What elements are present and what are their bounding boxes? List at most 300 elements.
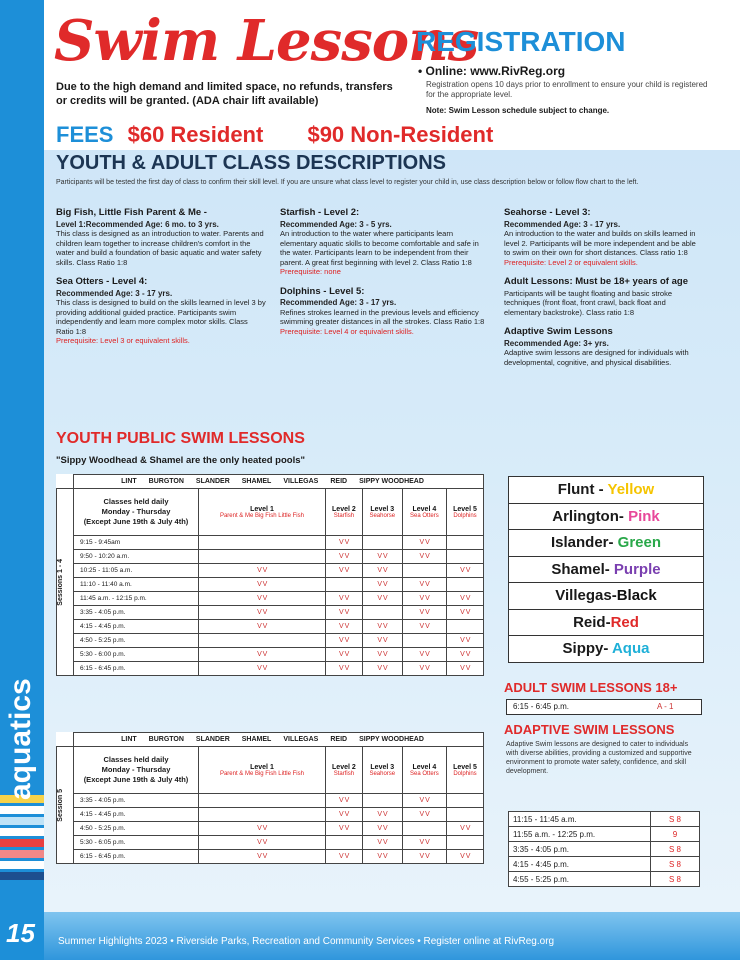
schedule-cell (402, 550, 446, 564)
session-label-text: Session 5 (57, 788, 64, 822)
availability-mark: V V (377, 811, 388, 818)
availability-mark: V V (339, 665, 349, 672)
availability-mark: V V (377, 623, 388, 630)
schedule-cell (325, 606, 362, 620)
time-slot: 9:50 - 10:20 a.m. (74, 550, 199, 564)
pool-name: SHAMEL (241, 478, 272, 485)
legend-pool: Reid- (573, 613, 611, 631)
schedule-cell (325, 794, 362, 808)
heated-pools-note: "Sippy Woodhead & Shamel are the only heated pools" (56, 455, 306, 466)
legend-color: Purple (613, 560, 661, 578)
availability-mark: V V (419, 811, 430, 818)
schedule-cell (325, 662, 362, 676)
level-sub: Parent & Me Big Fish Little Fish (219, 770, 304, 777)
legend-item (509, 636, 703, 662)
level-sub: Seahorse (369, 512, 396, 519)
class-prerequisite: Prerequisite: Level 3 or equivalent skills. (56, 336, 190, 345)
availability-mark: V V (419, 623, 430, 630)
schedule-cell (199, 662, 326, 676)
schedule-cell (447, 606, 484, 620)
description-column-2 (280, 208, 490, 346)
legend-color: Yellow (607, 481, 655, 498)
legend-color: Pink (628, 507, 660, 525)
level-header (447, 747, 484, 794)
schedule-cell (402, 564, 446, 578)
schedule-cell (325, 592, 362, 606)
adaptive-mark: S 8 (651, 842, 700, 857)
schedule-row (57, 606, 484, 620)
availability-mark: V V (419, 797, 430, 804)
availability-mark: V V (377, 553, 388, 560)
schedule-cell (402, 578, 446, 592)
pool-name: VILLEGAS (283, 478, 319, 485)
schedule-cell (447, 620, 484, 634)
time-slot: 9:15 - 9:45am (74, 536, 199, 550)
adult-lessons-time: 6:15 - 6:45 p.m. (513, 702, 570, 711)
level-name: Level 1 (250, 505, 274, 513)
schedule-row (57, 620, 484, 634)
level-header (402, 489, 446, 536)
availability-mark: V V (377, 665, 388, 672)
availability-mark: V V (257, 665, 267, 672)
legend-item (509, 583, 703, 610)
schedule-cell (325, 550, 362, 564)
pool-name: SLANDER (195, 736, 230, 743)
schedule-cell (402, 606, 446, 620)
pool-names-row (74, 475, 484, 489)
page-title: Swim Lessons (54, 8, 479, 74)
schedule-cell (447, 536, 484, 550)
time-slot: 11:10 - 11:40 a.m. (74, 578, 199, 592)
availability-mark: V V (419, 595, 430, 602)
adaptive-mark: S 8 (651, 857, 700, 872)
descriptions-intro: Participants will be tested the first day of class to confirm their skill level. If you are unsure what class level to register your child in, use class description below or follow flow chart to the left. (56, 179, 639, 186)
availability-mark: V V (460, 853, 470, 860)
adaptive-heading: ADAPTIVE SWIM LESSONS (504, 722, 675, 737)
schedule-cell (199, 836, 326, 850)
adaptive-time: 4:55 - 5:25 p.m. (509, 872, 651, 887)
schedule-cell (199, 822, 326, 836)
level-sub: Starfish (333, 770, 355, 777)
level-name: Level 5 (453, 763, 477, 771)
schedule-cell (362, 662, 402, 676)
descriptions-heading: YOUTH & ADULT CLASS DESCRIPTIONS (56, 152, 447, 174)
schedule-row (57, 836, 484, 850)
pool-name: BURGTON (148, 736, 184, 743)
availability-mark: V V (377, 651, 388, 658)
class-text: Refines strokes learned in the previous levels and efficiency swimming greater distances in all the strokes. Class Ratio 1:8 (280, 307, 485, 326)
schedule-row (57, 822, 484, 836)
session-label (57, 489, 74, 676)
level-sub: Dolphins (453, 512, 477, 519)
availability-mark: V V (257, 839, 267, 846)
class-name: Adaptive Swim Lessons (504, 326, 613, 337)
availability-mark: V V (460, 567, 470, 574)
schedule-cell (325, 564, 362, 578)
pool-name: LINT (121, 478, 137, 485)
legend-pool: Villegas- (555, 587, 617, 604)
refund-notice: Due to the high demand and limited space, no refunds, transfers or credits will be granted. (ADA chair lift available) (56, 81, 393, 107)
legend-item (509, 477, 703, 504)
adaptive-time: 11:15 - 11:45 a.m. (509, 812, 651, 827)
schedule-cell (199, 808, 326, 822)
level-sub: Parent & Me Big Fish Little Fish (219, 512, 304, 519)
schedule-cell (447, 648, 484, 662)
pool-name: REID (330, 736, 348, 743)
fee-nonresident: $90 Non-Resident (307, 122, 494, 147)
time-slot: 4:50 - 5:25 p.m. (74, 634, 199, 648)
pool-name: REID (330, 478, 348, 485)
schedule-cell (447, 794, 484, 808)
adaptive-row (509, 812, 700, 827)
time-slot: 4:15 - 4:45 p.m. (74, 620, 199, 634)
availability-mark: V V (419, 539, 430, 546)
level-sub: Sea Otters (410, 770, 439, 777)
schedule-cell (362, 550, 402, 564)
class-level: Level 1: (56, 219, 86, 229)
availability-mark: V V (377, 853, 388, 860)
schedule-cell (447, 836, 484, 850)
time-slot: 5:30 - 6:00 p.m. (74, 648, 199, 662)
level-header (447, 489, 484, 536)
adaptive-row (509, 857, 700, 872)
class-description (56, 220, 266, 268)
schedule-cell (447, 662, 484, 676)
registration-online-link[interactable]: • Online: www.RivReg.org (418, 64, 566, 78)
availability-mark: V V (419, 609, 430, 616)
schedule-cell (325, 536, 362, 550)
schedule-row (57, 794, 484, 808)
availability-mark: V V (339, 595, 349, 602)
schedule-cell (447, 808, 484, 822)
schedule-cell (447, 592, 484, 606)
class-text: An introduction to the water and builds on skills learned in level 2. Participants will be more independent and be able to swim on their own for short distances. Class ratio 1:8 (504, 229, 696, 257)
pool-names-row (74, 733, 484, 747)
schedule-cell (362, 592, 402, 606)
availability-mark: V V (257, 581, 267, 588)
availability-mark: V V (339, 567, 349, 574)
schedule-cell (362, 536, 402, 550)
schedule-cell (402, 850, 446, 864)
availability-mark: V V (339, 811, 349, 818)
level-name: Level 4 (412, 505, 437, 513)
level-name: Level 3 (370, 505, 395, 513)
level-header (325, 747, 362, 794)
schedule-cell (325, 808, 362, 822)
class-name: Adult Lessons: Must be 18+ years of age (504, 276, 688, 287)
level-name: Level 5 (453, 505, 477, 513)
class-description (56, 289, 266, 346)
legend-pool: Sippy- (562, 640, 612, 657)
registration-schedule-note: Note: Swim Lesson schedule subject to change. (426, 106, 610, 115)
schedule-cell (402, 634, 446, 648)
schedule-cell (402, 794, 446, 808)
class-name: Sea Otters - Level 4: (56, 276, 148, 287)
schedule-cell (362, 620, 402, 634)
fees-row (56, 122, 493, 148)
legend-item (509, 504, 703, 531)
decorative-stripes (0, 795, 44, 883)
schedule-cell (402, 648, 446, 662)
class-prerequisite: Prerequisite: Level 4 or equivalent skills. (280, 326, 414, 336)
level-name: Level 3 (370, 763, 395, 771)
schedule-cell (325, 836, 362, 850)
fee-resident: $60 Resident (127, 122, 264, 147)
availability-mark: V V (257, 651, 267, 658)
level-header (362, 747, 402, 794)
time-slot: 4:50 - 5:25 p.m. (74, 822, 199, 836)
schedule-cell (402, 662, 446, 676)
adaptive-time: 4:15 - 4:45 p.m. (509, 857, 651, 872)
schedule-cell (325, 850, 362, 864)
schedule-cell (325, 578, 362, 592)
class-description (280, 220, 490, 277)
legend-color: Red (610, 613, 639, 631)
adaptive-time: 11:55 a.m. - 12:25 p.m. (509, 827, 651, 842)
schedule-row (57, 662, 484, 676)
schedule-cell (402, 620, 446, 634)
schedule-row (57, 564, 484, 578)
schedule-row (57, 648, 484, 662)
class-text: Participants will be taught floating and basic stroke techniques (front float, front crawl, back float and elementary backstroke). Class ratio 1:8 (504, 288, 673, 317)
class-age: Recommended Age: 3 - 17 yrs. (504, 219, 621, 229)
availability-mark: V V (257, 853, 267, 860)
schedule-cell (199, 648, 326, 662)
availability-mark: V V (339, 609, 349, 616)
schedule-cell (199, 592, 326, 606)
class-age: Recommended Age: 3 - 5 yrs. (280, 219, 392, 229)
availability-mark: V V (377, 567, 388, 574)
availability-mark: V V (339, 825, 349, 832)
availability-mark: V V (419, 581, 430, 588)
adaptive-schedule-table (508, 811, 700, 887)
section-side-label: aquatics (4, 678, 37, 800)
legend-pool: Arlington- (552, 507, 629, 525)
schedule-cell (199, 620, 326, 634)
pool-name: SIPPY WOODHEAD (359, 736, 424, 743)
class-age: Recommended Age: 6 mo. to 3 yrs. (85, 219, 219, 229)
class-name: Starfish - Level 2: (280, 207, 360, 218)
availability-mark: V V (460, 595, 470, 602)
schedule-cell (362, 850, 402, 864)
availability-mark: V V (339, 553, 349, 560)
fees-label: FEES (56, 122, 114, 147)
schedule-row (57, 578, 484, 592)
schedule-cell (362, 578, 402, 592)
time-slot: 3:35 - 4:05 p.m. (74, 606, 199, 620)
pool-name: LINT (121, 736, 137, 743)
schedule-cell (362, 822, 402, 836)
level-sub: Sea Otters (410, 512, 439, 519)
adaptive-row (509, 872, 700, 887)
schedule-cell (325, 620, 362, 634)
availability-mark: V V (419, 839, 430, 846)
availability-mark: V V (419, 651, 430, 658)
time-slot: 5:30 - 6:05 p.m. (74, 836, 199, 850)
class-text: Adaptive swim lessons are designed for individuals with developmental, cognitive, and physical disabilities. (504, 348, 689, 367)
registration-heading: REGISTRATION (416, 26, 626, 57)
youth-public-heading: YOUTH PUBLIC SWIM LESSONS (56, 430, 305, 447)
adaptive-row (509, 842, 700, 857)
level-sub: Starfish (333, 512, 355, 519)
schedule-cell (447, 850, 484, 864)
pool-name: VILLEGAS (283, 736, 319, 743)
schedule-cell (199, 794, 326, 808)
adaptive-mark: S 8 (651, 812, 700, 827)
availability-mark: V V (460, 665, 470, 672)
legend-pool: Islander- (550, 534, 618, 551)
schedule-cell (199, 536, 326, 550)
schedule-cell (447, 578, 484, 592)
availability-mark: V V (257, 567, 267, 574)
class-description (504, 339, 704, 368)
description-column-1 (56, 208, 266, 356)
level-name: Level 2 (332, 763, 356, 771)
adaptive-text: Adaptive Swim lessons are designed to cater to individuals with diverse abilities, providing a customized and supportive environment to promote water safety, confidence, and skill development. (506, 741, 692, 775)
pool-name: SHAMEL (241, 736, 272, 743)
schedule-cell (199, 578, 326, 592)
schedule-table-sessions-1-4 (56, 474, 484, 676)
availability-mark: V V (377, 637, 388, 644)
footer-wave (44, 912, 740, 960)
class-name: Seahorse - Level 3: (504, 207, 591, 218)
legend-color: Black (616, 587, 657, 604)
schedule-cell (447, 550, 484, 564)
schedule-row (57, 592, 484, 606)
schedule-cell (447, 822, 484, 836)
schedule-row (57, 850, 484, 864)
schedule-cell (362, 564, 402, 578)
schedule-cell (362, 836, 402, 850)
pool-name: SIPPY WOODHEAD (359, 478, 424, 485)
classes-header: Classes held daily Monday - Thursday (Except June 19th & July 4th) (74, 747, 199, 794)
schedule-row (57, 808, 484, 822)
level-sub: Dolphins (453, 770, 477, 777)
adaptive-mark: S 8 (651, 872, 700, 887)
schedule-cell (362, 648, 402, 662)
schedule-cell (325, 634, 362, 648)
classes-header: Classes held daily Monday - Thursday (Except June 19th & July 4th) (74, 489, 199, 536)
schedule-cell (199, 634, 326, 648)
time-slot: 6:15 - 6:45 p.m. (74, 850, 199, 864)
pool-color-legend (508, 476, 704, 663)
registration-note: Registration opens 10 days prior to enrollment to ensure your child is registered for the appropriate level. (426, 80, 708, 99)
availability-mark: V V (257, 609, 267, 616)
legend-color: Green (617, 534, 662, 551)
availability-mark: V V (460, 637, 470, 644)
availability-mark: V V (339, 797, 349, 804)
adaptive-mark: 9 (651, 827, 700, 842)
schedule-cell (362, 606, 402, 620)
class-age: Recommended Age: 3 - 17 yrs. (56, 288, 173, 298)
adult-lessons-mark: A - 1 (657, 702, 674, 711)
class-text: An introduction to the water where participants learn elementary aquatic skills to become comfortable and safe in the water. Participants learn to be independent from their parent. A great first beginning with level 2. Class Ratio 1:8 (280, 229, 479, 267)
adaptive-row (509, 827, 700, 842)
level-header (199, 747, 326, 794)
adaptive-time: 3:35 - 4:05 p.m. (509, 842, 651, 857)
class-age: Recommended Age: 3 - 17 yrs. (280, 298, 397, 307)
level-header (199, 489, 326, 536)
session-label-text: Sessions 1 - 4 (57, 558, 64, 606)
availability-mark: V V (339, 623, 349, 630)
time-slot: 4:15 - 4:45 p.m. (74, 808, 199, 822)
availability-mark: V V (339, 651, 349, 658)
availability-mark: V V (257, 825, 267, 832)
availability-mark: V V (419, 665, 430, 672)
level-header (402, 747, 446, 794)
schedule-cell (402, 822, 446, 836)
level-name: Level 1 (250, 763, 274, 771)
schedule-cell (402, 592, 446, 606)
class-name: Big Fish, Little Fish Parent & Me - (56, 207, 207, 218)
schedule-row (57, 536, 484, 550)
adult-lessons-heading: ADULT SWIM LESSONS 18+ (504, 680, 678, 695)
availability-mark: V V (377, 839, 388, 846)
class-description (504, 220, 704, 268)
level-name: Level 2 (332, 505, 356, 513)
adult-lessons-schedule (506, 699, 702, 715)
schedule-cell (199, 850, 326, 864)
pool-name: SLANDER (195, 478, 230, 485)
time-slot: 10:25 - 11:05 a.m. (74, 564, 199, 578)
availability-mark: V V (377, 825, 388, 832)
legend-item (509, 530, 703, 557)
availability-mark: V V (339, 853, 349, 860)
time-slot: 6:15 - 6:45 p.m. (74, 662, 199, 676)
legend-item (509, 610, 703, 637)
schedule-cell (362, 794, 402, 808)
schedule-cell (199, 606, 326, 620)
schedule-cell (362, 634, 402, 648)
schedule-cell (199, 550, 326, 564)
level-sub: Seahorse (369, 770, 396, 777)
availability-mark: V V (419, 553, 430, 560)
availability-mark: V V (460, 825, 470, 832)
schedule-cell (447, 564, 484, 578)
schedule-cell (402, 536, 446, 550)
schedule-cell (447, 634, 484, 648)
legend-pool: Shamel- (551, 560, 614, 578)
class-prerequisite: Prerequisite: Level 2 or equivalent skills. (504, 257, 638, 267)
level-header (325, 489, 362, 536)
schedule-cell (362, 808, 402, 822)
schedule-table-session-5 (56, 732, 484, 864)
description-column-3 (504, 208, 704, 377)
schedule-row (57, 634, 484, 648)
availability-mark: V V (339, 539, 349, 546)
legend-pool: Flunt - (557, 481, 608, 498)
class-text: This class is designed to build on the skills learned in level 3 by providing additional guided practice. Participants swim independently and learn more complex motor skills. Class Ratio 1:8 (56, 298, 266, 336)
schedule-cell (325, 822, 362, 836)
class-description (504, 289, 704, 318)
class-prerequisite: Prerequisite: none (280, 267, 341, 276)
schedule-row (57, 550, 484, 564)
class-age: Recommended Age: 3+ yrs. (504, 338, 609, 348)
level-name: Level 4 (412, 763, 437, 771)
schedule-cell (402, 836, 446, 850)
availability-mark: V V (460, 651, 470, 658)
footer-text: Summer Highlights 2023 • Riverside Parks, Recreation and Community Services • Register online at RivReg.org (58, 936, 555, 947)
legend-color: Aqua (611, 640, 650, 657)
availability-mark: V V (257, 623, 267, 630)
legend-item (509, 557, 703, 584)
session-label (57, 747, 74, 864)
availability-mark: V V (377, 581, 388, 588)
time-slot: 3:35 - 4:05 p.m. (74, 794, 199, 808)
availability-mark: V V (460, 609, 470, 616)
class-name: Dolphins - Level 5: (280, 285, 365, 297)
schedule-cell (199, 564, 326, 578)
